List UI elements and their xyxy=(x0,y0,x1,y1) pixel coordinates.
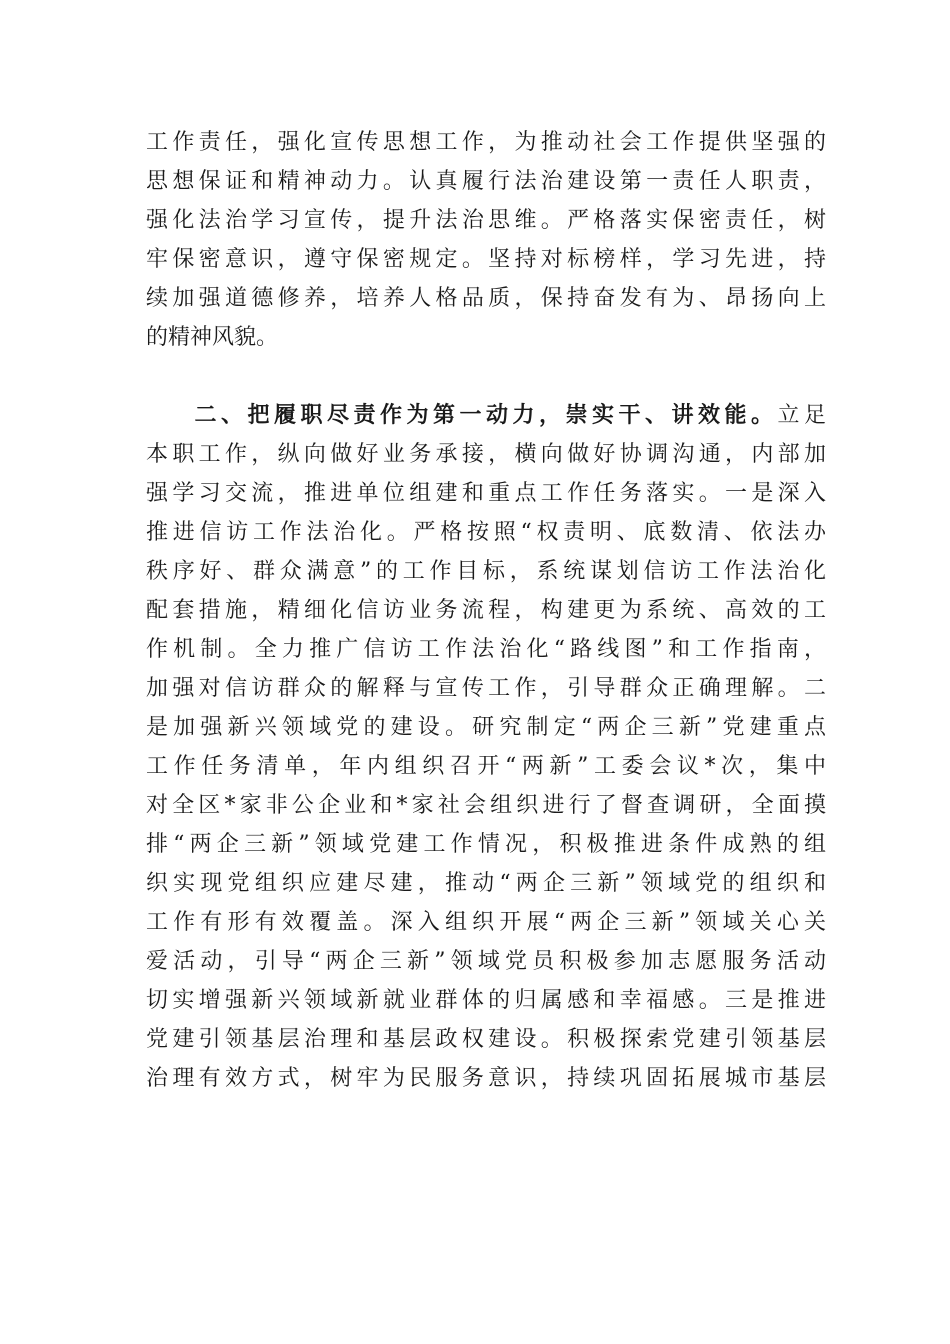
paragraph-2-line: 治理有效方式，树牢为民服务意识，持续巩固拓展城市基层 xyxy=(146,1066,826,1091)
paragraph-spacer xyxy=(146,357,826,396)
paragraph-2-line: 加强对信访群众的解释与宣传工作，引导群众正确理解。二 xyxy=(146,676,826,701)
paragraph-2-first-line-rest: 立足 xyxy=(777,403,826,428)
paragraph-2-line: 作机制。全力推广信访工作法治化“路线图”和工作指南， xyxy=(146,637,826,662)
paragraph-2-line: 秩序好、群众满意”的工作目标，系统谋划信访工作法治化 xyxy=(146,559,826,584)
paragraph-2-line: 爱活动，引导“两企三新”领域党员积极参加志愿服务活动 xyxy=(146,949,826,974)
paragraph-2-line: 是加强新兴领域党的建设。研究制定“两企三新”党建重点 xyxy=(146,715,826,740)
paragraph-1-line: 续加强道德修养，培养人格品质，保持奋发有为、昂扬向上 xyxy=(146,286,826,311)
paragraph-2-line: 配套措施，精细化信访业务流程，构建更为系统、高效的工 xyxy=(146,598,826,623)
paragraph-2-line: 党建引领基层治理和基层政权建设。积极探索党建引领基层 xyxy=(146,1027,826,1052)
paragraph-1-line: 强化法治学习宣传，提升法治思维。严格落实保密责任，树 xyxy=(146,208,826,233)
paragraph-2-line: 推进信访工作法治化。严格按照“权责明、底数清、依法办 xyxy=(146,520,826,545)
paragraph-2-first-line xyxy=(146,396,826,435)
section-heading: 二、把履职尽责作为第一动力，崇实干、讲效能。 xyxy=(190,402,778,428)
paragraph-1-line: 的精神风貌。 xyxy=(146,325,279,350)
paragraph-1-line: 牢保密意识，遵守保密规定。坚持对标榜样，学习先进，持 xyxy=(146,247,826,272)
paragraph-2-line: 对全区*家非公企业和*家社会组织进行了督查调研，全面摸 xyxy=(146,793,826,818)
paragraph-1-line: 思想保证和精神动力。认真履行法治建设第一责任人职责， xyxy=(146,169,826,194)
paragraph-2-line: 工作有形有效覆盖。深入组织开展“两企三新”领域关心关 xyxy=(146,910,826,935)
paragraph-2-line: 本职工作，纵向做好业务承接，横向做好协调沟通，内部加 xyxy=(146,442,826,467)
paragraph-2-line: 排“两企三新”领域党建工作情况，积极推进条件成熟的组 xyxy=(146,832,826,857)
paragraph-2-line: 织实现党组织应建尽建，推动“两企三新”领域党的组织和 xyxy=(146,871,826,896)
paragraph-2-line: 切实增强新兴领域新就业群体的归属感和幸福感。三是推进 xyxy=(146,988,826,1013)
paragraph-2-line: 工作任务清单，年内组织召开“两新”工委会议*次，集中 xyxy=(146,754,826,779)
document-body xyxy=(146,123,826,1098)
paragraph-1-line: 工作责任，强化宣传思想工作，为推动社会工作提供坚强的 xyxy=(146,130,826,155)
paragraph-2-line: 强学习交流，推进单位组建和重点工作任务落实。一是深入 xyxy=(146,481,826,506)
